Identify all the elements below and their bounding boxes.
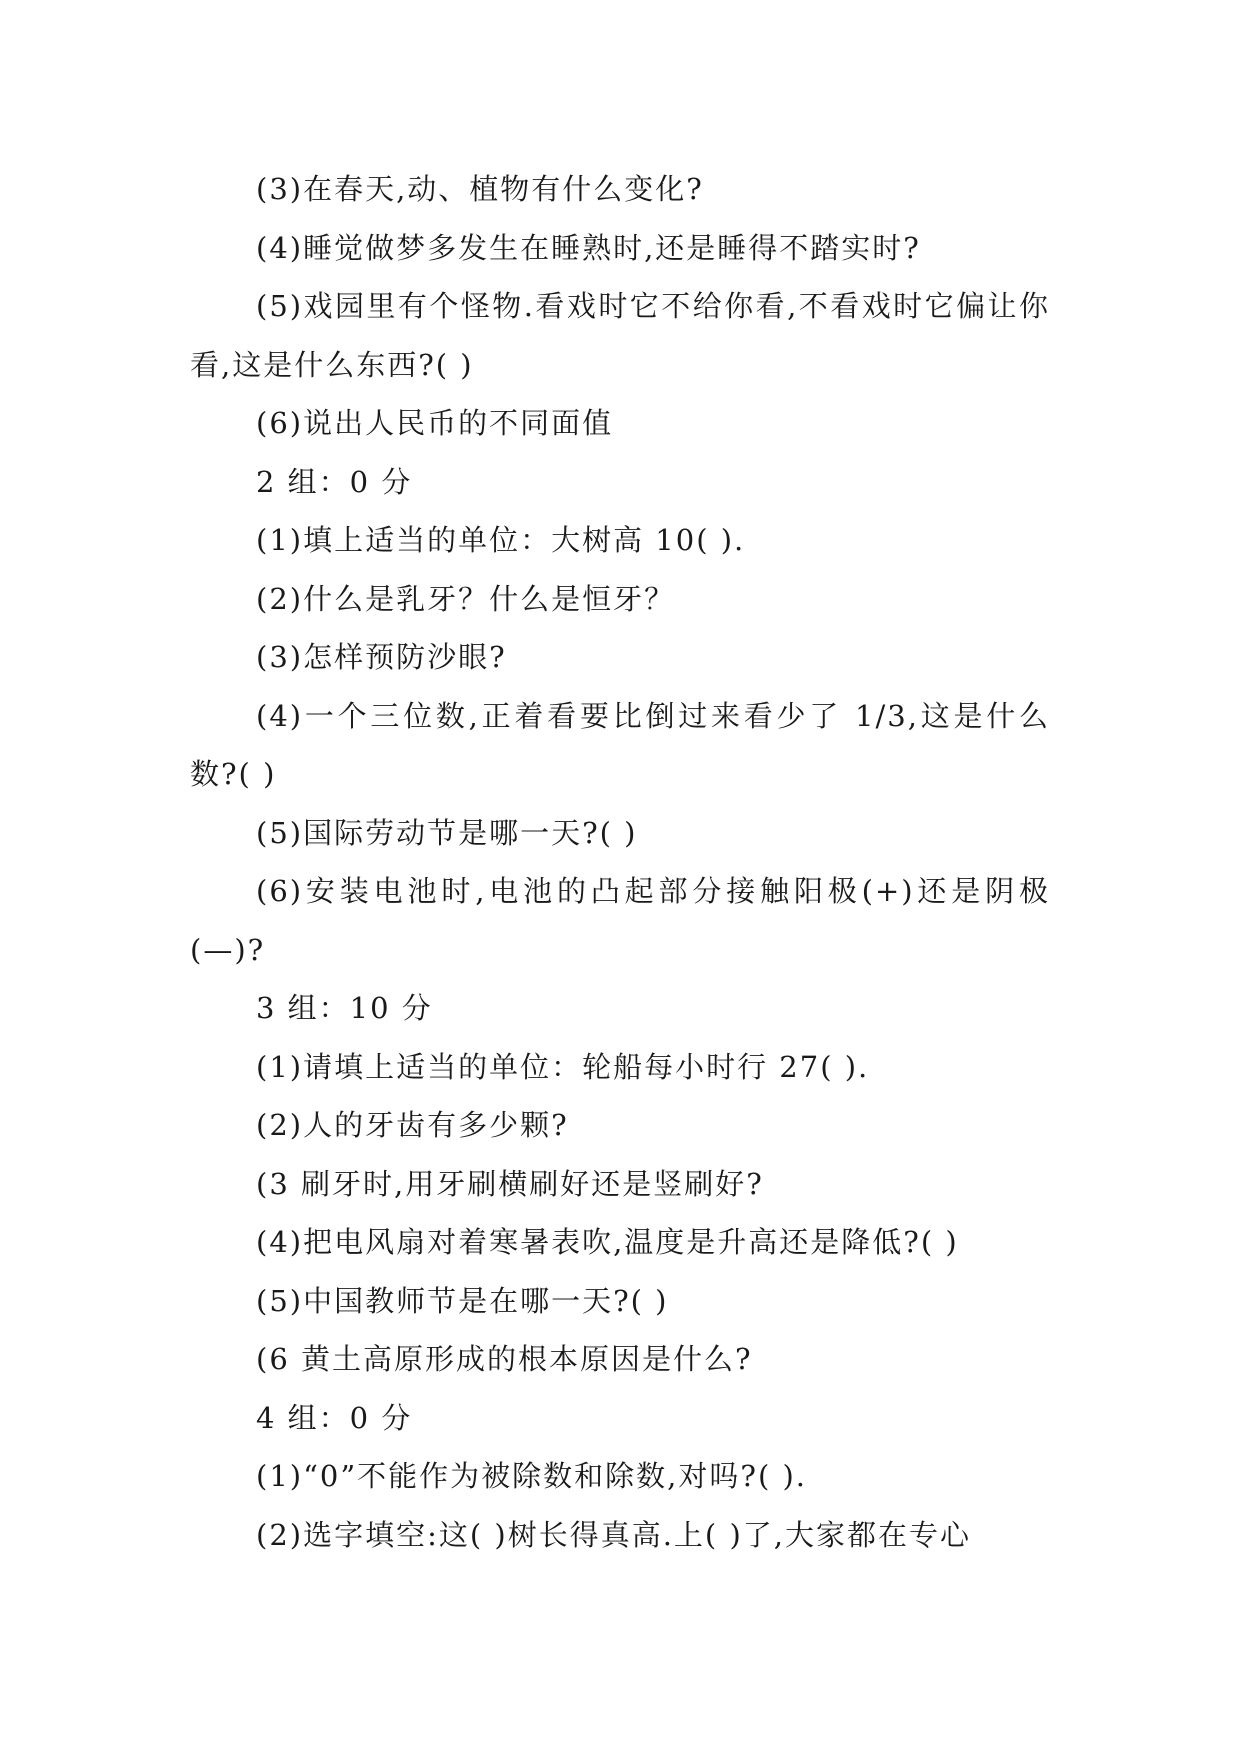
question-line: (2)人的牙齿有多少颗? <box>256 1108 569 1142</box>
group-heading: 3 组：10 分 <box>256 991 433 1025</box>
question-paragraph: (5)戏园里有个怪物.看戏时它不给你看,不看戏时它偏让你看,这是什么东西?( ) <box>190 289 1050 382</box>
question-line: (3 刷牙时,用牙刷横刷好还是竖刷好? <box>256 1166 764 1201</box>
question-line: (2)什么是乳牙？什么是恒牙？ <box>256 581 676 616</box>
group-heading: 4 组：0 分 <box>256 1400 413 1435</box>
question-line: (4)把电风扇对着寒暑表吹,温度是升高还是降低?( ) <box>256 1225 959 1259</box>
question-line: (4)睡觉做梦多发生在睡熟时,还是睡得不踏实时? <box>256 230 921 265</box>
document-body <box>190 160 1050 1564</box>
question-line: (2)选字填空:这( )树长得真高.上( )了,大家都在专心 <box>256 1517 971 1552</box>
question-paragraph: (4)一个三位数,正着看要比倒过来看少了 1/3,这是什么数?( ) <box>190 698 1050 791</box>
question-line: (1)请填上适当的单位：轮船每小时行 27( ). <box>256 1049 870 1084</box>
question-paragraph: (6)安装电池时,电池的凸起部分接触阳极(+)还是阴极(—)? <box>190 874 1050 967</box>
question-line: (5)中国教师节是在哪一天?( ) <box>256 1283 669 1318</box>
question-line: (6 黄土高原形成的根本原因是什么? <box>256 1342 753 1376</box>
question-line: (6)说出人民币的不同面值 <box>256 406 614 440</box>
question-line: (3)在春天,动、植物有什么变化? <box>256 172 704 206</box>
group-heading: 2 组：0 分 <box>256 464 413 499</box>
question-line: (1)填上适当的单位：大树高 10( ). <box>256 523 746 557</box>
question-line: (3)怎样预防沙眼? <box>256 640 507 674</box>
question-line: (5)国际劳动节是哪一天?( ) <box>256 815 638 850</box>
question-line: (1)“0”不能作为被除数和除数,对吗?( ). <box>256 1459 808 1493</box>
